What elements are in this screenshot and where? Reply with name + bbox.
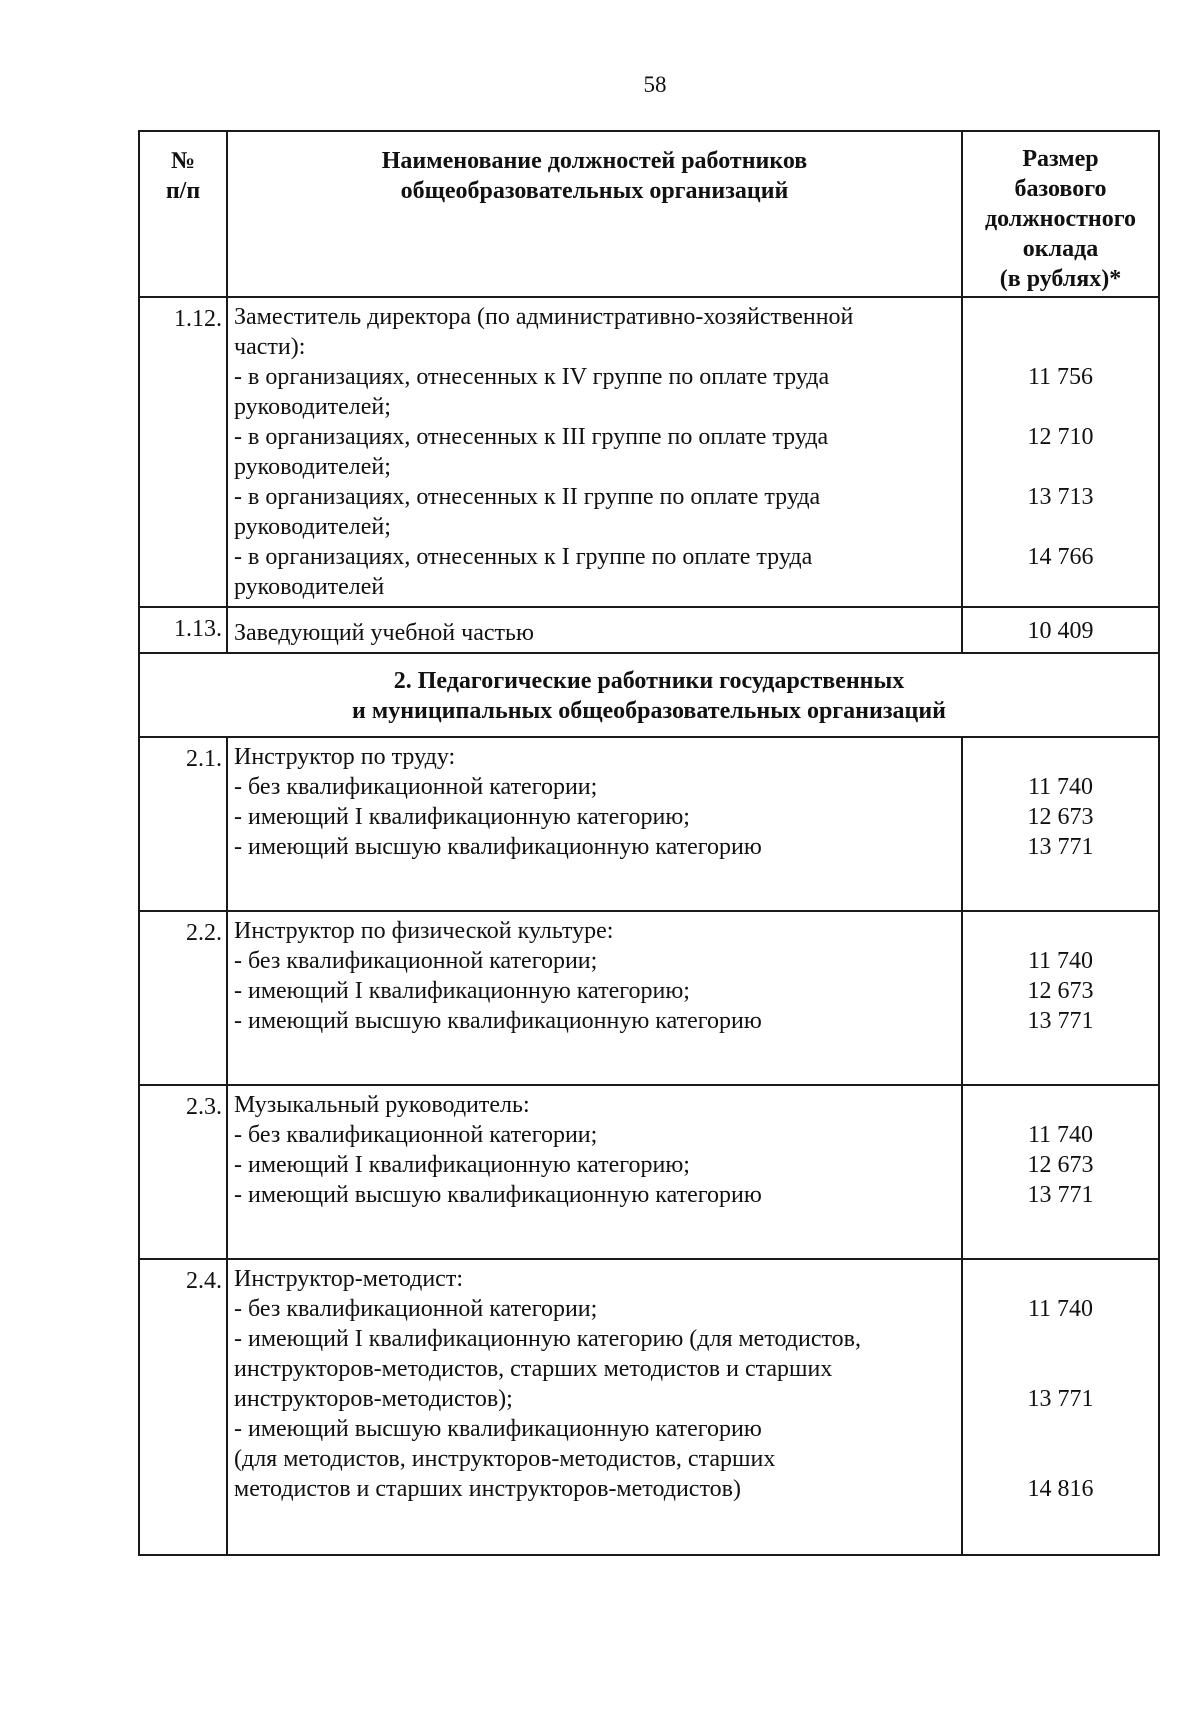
position-line: - имеющий высшую квалификационную категорию (234, 834, 762, 860)
salary-value: 14 766 (1027, 544, 1094, 570)
table-row (139, 607, 1159, 653)
section-title-line: и муниципальных общеобразовательных организаций (352, 698, 946, 724)
header-value-line: Размер (1022, 146, 1099, 172)
salary-value: 13 771 (1027, 834, 1094, 860)
salary-value: 12 673 (1027, 1152, 1094, 1178)
position-line: - без квалификационной категории; (234, 1122, 598, 1148)
header-name-line: общеобразовательных организаций (400, 178, 789, 204)
salary-value: 11 756 (1027, 364, 1094, 390)
salary-value: 12 710 (1027, 424, 1094, 450)
row-number: 1.12. (139, 297, 227, 607)
salary-value: 14 816 (1027, 1476, 1094, 1502)
header-name (227, 131, 962, 297)
section-row (139, 653, 1159, 737)
position-line: Инструктор-методист: (234, 1266, 463, 1292)
position-line: - имеющий I квалификационную категорию; (234, 978, 690, 1004)
salary-value: 12 673 (1027, 978, 1094, 1004)
section-title-line: 2. Педагогические работники государственных (393, 668, 905, 694)
position-line: - в организациях, отнесенных к II группе по оплате труда (234, 484, 821, 510)
position-line: - в организациях, отнесенных к I группе по оплате труда (234, 544, 813, 570)
header-value (962, 131, 1159, 297)
row-number: 2.1. (139, 737, 227, 911)
header-num (139, 131, 227, 297)
row-salary (962, 1085, 1159, 1259)
position-line: части): (234, 334, 306, 360)
position-line: - имеющий I квалификационную категорию; (234, 1152, 690, 1178)
position-line: (для методистов, инструкторов-методистов, старших (234, 1446, 776, 1472)
salary-value: 12 673 (1027, 804, 1094, 830)
position-line: Инструктор по труду: (234, 744, 456, 770)
header-name-line: Наименование должностей работников (381, 148, 808, 174)
row-position (227, 1259, 962, 1555)
position-line: - без квалификационной категории; (234, 948, 598, 974)
salary-value: 10 409 (1027, 618, 1094, 644)
row-number: 1.13. (139, 607, 227, 653)
position-line: - имеющий I квалификационную категорию (для методистов, (234, 1326, 862, 1352)
position-line: инструкторов-методистов); (234, 1386, 513, 1412)
row-salary (962, 297, 1159, 607)
table-row (139, 1259, 1159, 1555)
table-row (139, 737, 1159, 911)
row-position (227, 737, 962, 911)
position-line: - без квалификационной категории; (234, 774, 598, 800)
table-header-row (139, 131, 1159, 297)
section-title (139, 653, 1159, 737)
row-salary (962, 1259, 1159, 1555)
header-value-line: (в рублях)* (999, 266, 1122, 292)
table-row (139, 911, 1159, 1085)
position-line: - без квалификационной категории; (234, 1296, 598, 1322)
salary-value: 11 740 (1027, 774, 1094, 800)
row-number: 2.3. (139, 1085, 227, 1259)
position-line: - имеющий высшую квалификационную категорию (234, 1182, 762, 1208)
row-salary (962, 607, 1159, 653)
row-number: 2.2. (139, 911, 227, 1085)
row-salary (962, 737, 1159, 911)
position-line: руководителей; (234, 394, 391, 420)
salary-value: 11 740 (1027, 1296, 1094, 1322)
row-position (227, 297, 962, 607)
row-position (227, 607, 962, 653)
salary-value: 13 771 (1027, 1386, 1094, 1412)
table-row (139, 1085, 1159, 1259)
header-num-line: п/п (165, 178, 201, 204)
header-value-line: базового (1014, 176, 1107, 202)
salary-value: 11 740 (1027, 948, 1094, 974)
salary-value: 13 771 (1027, 1008, 1094, 1034)
position-line: Заведующий учебной частью (234, 620, 534, 646)
position-line: - в организациях, отнесенных к IV группе по оплате труда (234, 364, 830, 390)
position-line: - имеющий высшую квалификационную категорию (234, 1416, 762, 1442)
position-line: инструкторов-методистов, старших методистов и старших (234, 1356, 833, 1382)
salary-value: 11 740 (1027, 1122, 1094, 1148)
position-line: Музыкальный руководитель: (234, 1092, 530, 1118)
position-line: руководителей; (234, 454, 391, 480)
page-number: 58 (643, 72, 667, 97)
position-line: руководителей; (234, 514, 391, 540)
header-num-line: № (170, 148, 196, 174)
salary-table (138, 130, 1160, 1556)
row-position (227, 1085, 962, 1259)
salary-value: 13 771 (1027, 1182, 1094, 1208)
row-salary (962, 911, 1159, 1085)
row-number: 2.4. (139, 1259, 227, 1555)
header-value-line: оклада (1022, 236, 1099, 262)
position-line: методистов и старших инструкторов-методистов) (234, 1476, 741, 1502)
position-line: руководителей (234, 574, 385, 600)
position-line: Инструктор по физической культуре: (234, 918, 614, 944)
position-line: - имеющий I квалификационную категорию; (234, 804, 690, 830)
row-position (227, 911, 962, 1085)
header-value-line: должностного (984, 206, 1137, 232)
position-line: Заместитель директора (по административно-хозяйственной (234, 304, 854, 330)
salary-value: 13 713 (1027, 484, 1094, 510)
position-line: - имеющий высшую квалификационную категорию (234, 1008, 762, 1034)
position-line: - в организациях, отнесенных к III группе по оплате труда (234, 424, 829, 450)
table-row (139, 297, 1159, 607)
